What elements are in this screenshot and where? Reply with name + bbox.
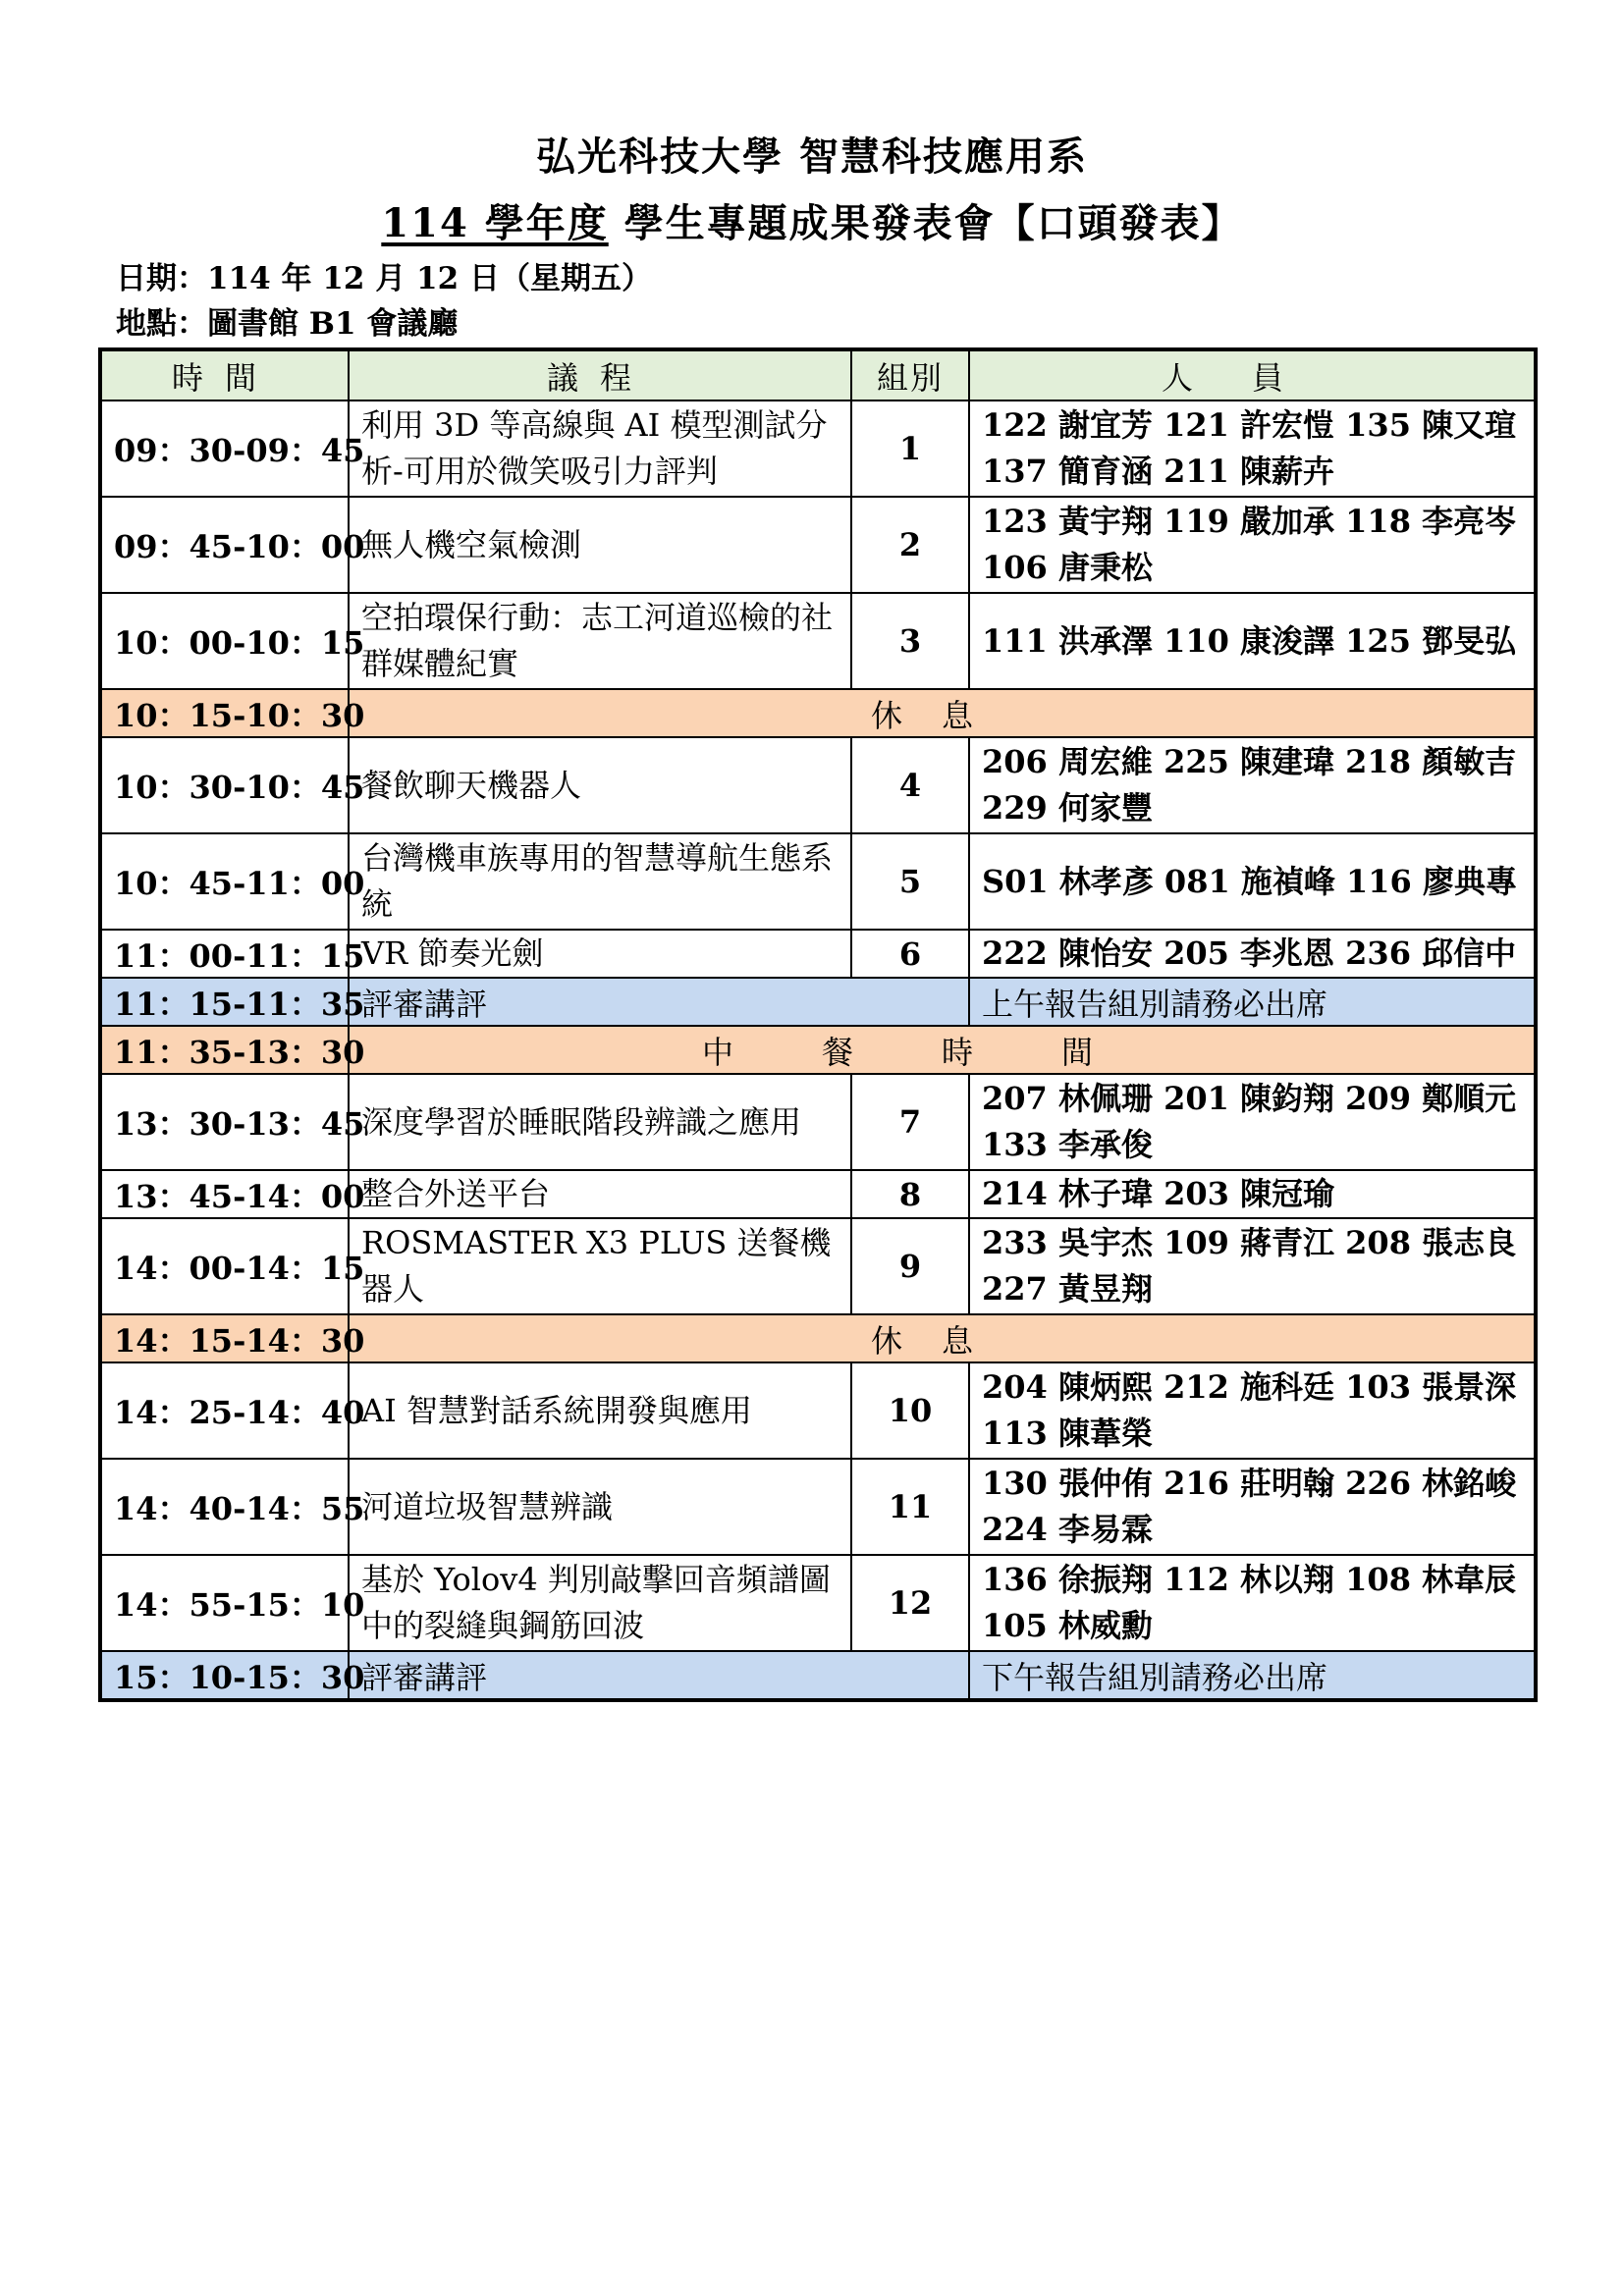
row-topic: 深度學習於睡眠階段辨識之應用 — [349, 1074, 851, 1170]
page-title: 弘光科技大學 智慧科技應用系 — [536, 133, 1088, 180]
break-label: 休息 — [349, 689, 1536, 737]
row-group: 4 — [851, 737, 969, 833]
row-members: 130 張仲侑 216 莊明翰 226 林銘峻 224 李易霖 — [969, 1459, 1536, 1555]
row-members: S01 林孝彥 081 施禎峰 116 廖典專 — [969, 833, 1536, 930]
review-row — [100, 1651, 1536, 1700]
row-time: 13：45-14：00 — [100, 1170, 349, 1218]
row-topic: 基於 Yolov4 判別敲擊回音頻譜圖中的裂縫與鋼筋回波 — [349, 1555, 851, 1651]
table-row — [100, 1218, 1536, 1314]
header-row — [100, 349, 1536, 400]
row-topic: 利用 3D 等高線與 AI 模型測試分析-可用於微笑吸引力評判 — [349, 400, 851, 497]
table-row — [100, 1362, 1536, 1459]
row-topic: 整合外送平台 — [349, 1170, 851, 1218]
row-members: 204 陳炳熙 212 施科廷 103 張景深 113 陳葦榮 — [969, 1362, 1536, 1459]
row-members: 123 黃宇翔 119 嚴加承 118 李亮岑 106 唐秉松 — [969, 497, 1536, 593]
row-time: 11：00-11：15 — [100, 930, 349, 978]
row-members: 111 洪承澤 110 康浚譯 125 鄧旻弘 — [969, 593, 1536, 689]
review-label: 評審講評 — [349, 978, 969, 1026]
row-group: 11 — [851, 1459, 969, 1555]
row-time: 14：55-15：10 — [100, 1555, 349, 1651]
row-topic: 餐飲聊天機器人 — [349, 737, 851, 833]
row-group: 1 — [851, 400, 969, 497]
schedule-table — [98, 347, 1538, 1702]
lunch-time: 11：35-13：30 — [100, 1026, 349, 1074]
row-topic: AI 智慧對話系統開發與應用 — [349, 1362, 851, 1459]
table-row — [100, 400, 1536, 497]
table-row — [100, 930, 1536, 978]
row-members: 222 陳怡安 205 李兆恩 236 邱信中 — [969, 930, 1536, 978]
row-members: 206 周宏維 225 陳建瑋 218 顏敏吉 229 何家豐 — [969, 737, 1536, 833]
row-topic: 無人機空氣檢測 — [349, 497, 851, 593]
review-time: 15：10-15：30 — [100, 1651, 349, 1700]
col-header-topic: 議程 — [349, 349, 851, 400]
row-time: 10：30-10：45 — [100, 737, 349, 833]
table-row — [100, 737, 1536, 833]
row-group: 8 — [851, 1170, 969, 1218]
row-members: 214 林子瑋 203 陳冠瑜 — [969, 1170, 1536, 1218]
row-members: 207 林佩珊 201 陳鈞翔 209 鄭順元 133 李承俊 — [969, 1074, 1536, 1170]
review-row — [100, 978, 1536, 1026]
review-time: 11：15-11：35 — [100, 978, 349, 1026]
row-time: 10：45-11：00 — [100, 833, 349, 930]
row-members: 233 吳宇杰 109 蔣青江 208 張志良 227 黃昱翔 — [969, 1218, 1536, 1314]
row-time: 14：25-14：40 — [100, 1362, 349, 1459]
table-row — [100, 497, 1536, 593]
break-time: 10：15-10：30 — [100, 689, 349, 737]
row-time: 10：00-10：15 — [100, 593, 349, 689]
row-members: 136 徐振翔 112 林以翔 108 林韋辰 105 林威勳 — [969, 1555, 1536, 1651]
break-time: 14：15-14：30 — [100, 1314, 349, 1362]
event-name: 學生專題成果發表會【口頭發表】 — [608, 200, 1243, 246]
row-topic: ROSMASTER X3 PLUS 送餐機器人 — [349, 1218, 851, 1314]
row-time: 14：40-14：55 — [100, 1459, 349, 1555]
review-note: 上午報告組別請務必出席 — [969, 978, 1536, 1026]
event-date: 日期：114 年 12 月 12 日（星期五） — [116, 261, 652, 296]
col-header-group: 組別 — [851, 349, 969, 400]
row-group: 10 — [851, 1362, 969, 1459]
row-topic: VR 節奏光劍 — [349, 930, 851, 978]
row-topic: 空拍環保行動：志工河道巡檢的社群媒體紀實 — [349, 593, 851, 689]
event-place: 地點：圖書館 B1 會議廳 — [116, 306, 459, 342]
row-group: 6 — [851, 930, 969, 978]
lunch-label: 中餐時間 — [349, 1026, 1536, 1074]
col-header-members: 人員 — [969, 349, 1536, 400]
row-group: 5 — [851, 833, 969, 930]
row-topic: 河道垃圾智慧辨識 — [349, 1459, 851, 1555]
table-row — [100, 1555, 1536, 1651]
row-group: 12 — [851, 1555, 969, 1651]
row-group: 7 — [851, 1074, 969, 1170]
row-group: 2 — [851, 497, 969, 593]
row-members: 122 謝宜芳 121 許宏愷 135 陳又瑄 137 簡育涵 211 陳薪卉 — [969, 400, 1536, 497]
review-label: 評審講評 — [349, 1651, 969, 1700]
break-row — [100, 689, 1536, 737]
row-group: 9 — [851, 1218, 969, 1314]
table-row — [100, 593, 1536, 689]
table-row — [100, 1459, 1536, 1555]
review-note: 下午報告組別請務必出席 — [969, 1651, 1536, 1700]
table-row — [100, 833, 1536, 930]
academic-year: 114 學年度 — [381, 200, 609, 246]
row-time: 09：45-10：00 — [100, 497, 349, 593]
table-row — [100, 1170, 1536, 1218]
break-row — [100, 1314, 1536, 1362]
event-title — [0, 192, 1624, 248]
col-header-time: 時間 — [100, 349, 349, 400]
lunch-row — [100, 1026, 1536, 1074]
table-row — [100, 1074, 1536, 1170]
row-time: 14：00-14：15 — [100, 1218, 349, 1314]
row-time: 09：30-09：45 — [100, 400, 349, 497]
break-label: 休息 — [349, 1314, 1536, 1362]
row-group: 3 — [851, 593, 969, 689]
row-time: 13：30-13：45 — [100, 1074, 349, 1170]
row-topic: 台灣機車族專用的智慧導航生態系統 — [349, 833, 851, 930]
